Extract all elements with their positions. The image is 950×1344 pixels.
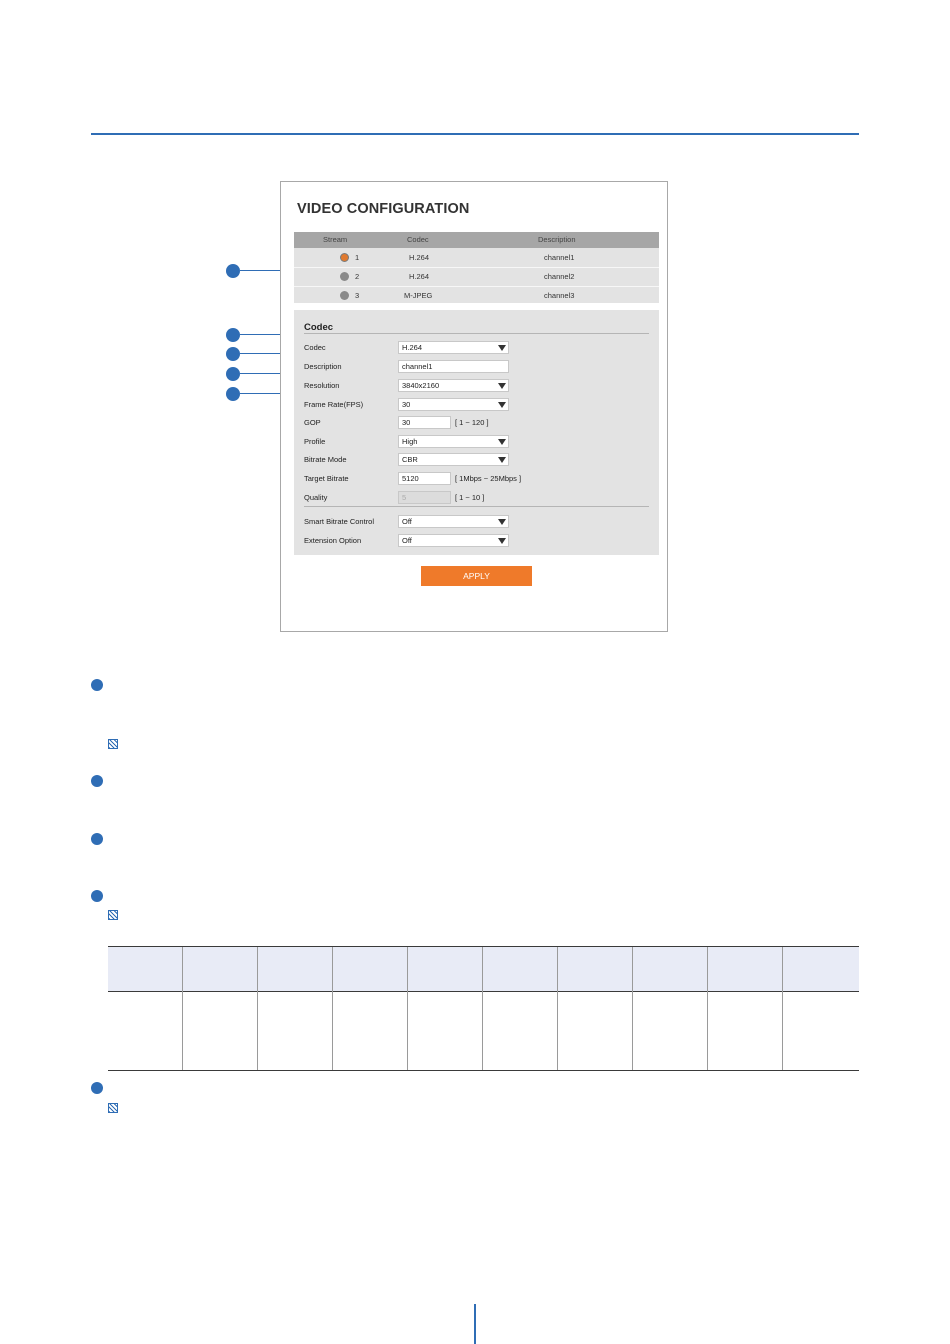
header-codec: Codec (407, 235, 429, 244)
table-header-cell (708, 947, 782, 991)
codec-heading: Codec (304, 322, 334, 333)
stream-row-2[interactable] (294, 268, 659, 287)
stream-radio-icon[interactable] (340, 253, 349, 262)
table-column-divider (482, 947, 483, 1070)
quality-input: 5 (398, 491, 451, 504)
table-header-cell (108, 947, 182, 991)
codec-select[interactable]: H.264 (398, 341, 509, 354)
resolution-label: Resolution (304, 381, 340, 390)
spec-table (108, 946, 859, 1071)
header-description: Description (538, 235, 576, 244)
frame-rate-label: Frame Rate(FPS) (304, 400, 364, 409)
chevron-down-icon (498, 538, 506, 544)
table-header-divider (108, 991, 859, 992)
stream-row-3[interactable] (294, 287, 659, 305)
page-number-marker (474, 1304, 476, 1344)
stream-codec: H.264 (409, 253, 430, 262)
callout-marker-3 (226, 347, 240, 361)
header-rule (91, 133, 859, 135)
stream-codec: H.264 (409, 272, 430, 281)
stream-table-header (294, 232, 659, 248)
chevron-down-icon (498, 345, 506, 351)
table-column-divider (182, 947, 183, 1070)
video-configuration-panel (280, 181, 668, 632)
chevron-down-icon (498, 457, 506, 463)
stream-description: channel3 (544, 291, 575, 300)
smart-bitrate-label: Smart Bitrate Control (304, 517, 375, 526)
codec-label: Codec (304, 343, 326, 352)
quality-label: Quality (304, 493, 328, 502)
target-bitrate-label: Target Bitrate (304, 474, 349, 483)
stream-number: 3 (355, 291, 360, 300)
description-label: Description (304, 362, 342, 371)
target-bitrate-range-hint: [ 1Mbps ~ 25Mbps ] (455, 474, 522, 483)
chevron-down-icon (498, 519, 506, 525)
smart-bitrate-select[interactable]: Off (398, 515, 509, 528)
table-header-cell (333, 947, 407, 991)
table-column-divider (332, 947, 333, 1070)
section-bullet-5 (91, 1082, 103, 1094)
chevron-down-icon (498, 402, 506, 408)
chevron-down-icon (498, 439, 506, 445)
table-column-divider (782, 947, 783, 1070)
target-bitrate-input[interactable]: 5120 (398, 472, 451, 485)
table-header-cell (183, 947, 257, 991)
table-header-cell (408, 947, 482, 991)
gop-range-hint: [ 1 ~ 120 ] (455, 418, 489, 427)
table-header-cell (258, 947, 332, 991)
table-header-cell (633, 947, 707, 991)
extension-option-label: Extension Option (304, 536, 362, 545)
chevron-down-icon (498, 383, 506, 389)
table-column-divider (257, 947, 258, 1070)
header-stream: Stream (323, 235, 348, 244)
bitrate-mode-label: Bitrate Mode (304, 455, 347, 464)
stream-codec: M-JPEG (404, 291, 433, 300)
callout-marker-2 (226, 328, 240, 342)
profile-label: Profile (304, 437, 326, 446)
note-icon (108, 1103, 118, 1113)
callout-marker-4 (226, 367, 240, 381)
section-bullet-1 (91, 679, 103, 691)
codec-settings-box (294, 310, 659, 555)
bitrate-mode-select[interactable]: CBR (398, 453, 509, 466)
gop-input[interactable]: 30 (398, 416, 451, 429)
profile-select[interactable]: High (398, 435, 509, 448)
table-column-divider (707, 947, 708, 1070)
callout-marker-5 (226, 387, 240, 401)
panel-title: VIDEO CONFIGURATION (297, 201, 470, 217)
callout-marker-1 (226, 264, 240, 278)
table-header-cell (558, 947, 632, 991)
note-icon (108, 739, 118, 749)
extension-option-select[interactable]: Off (398, 534, 509, 547)
apply-button[interactable]: APPLY (421, 566, 532, 586)
table-header-cell (483, 947, 557, 991)
table-column-divider (557, 947, 558, 1070)
stream-table (294, 232, 659, 303)
resolution-select[interactable]: 3840x2160 (398, 379, 509, 392)
stream-radio-icon[interactable] (340, 272, 349, 281)
section-bullet-3 (91, 833, 103, 845)
table-header-cell (783, 947, 859, 991)
stream-number: 1 (355, 253, 360, 262)
stream-description: channel2 (544, 272, 575, 281)
table-column-divider (632, 947, 633, 1070)
quality-range-hint: [ 1 ~ 10 ] (455, 493, 485, 502)
stream-number: 2 (355, 272, 360, 281)
section-bullet-2 (91, 775, 103, 787)
note-icon (108, 910, 118, 920)
divider (304, 506, 649, 507)
stream-radio-icon[interactable] (340, 291, 349, 300)
stream-row-1[interactable] (294, 249, 659, 268)
description-input[interactable]: channel1 (398, 360, 509, 373)
gop-label: GOP (304, 418, 321, 427)
divider (304, 333, 649, 334)
section-bullet-4 (91, 890, 103, 902)
table-column-divider (407, 947, 408, 1070)
stream-description: channel1 (544, 253, 575, 262)
frame-rate-select[interactable]: 30 (398, 398, 509, 411)
